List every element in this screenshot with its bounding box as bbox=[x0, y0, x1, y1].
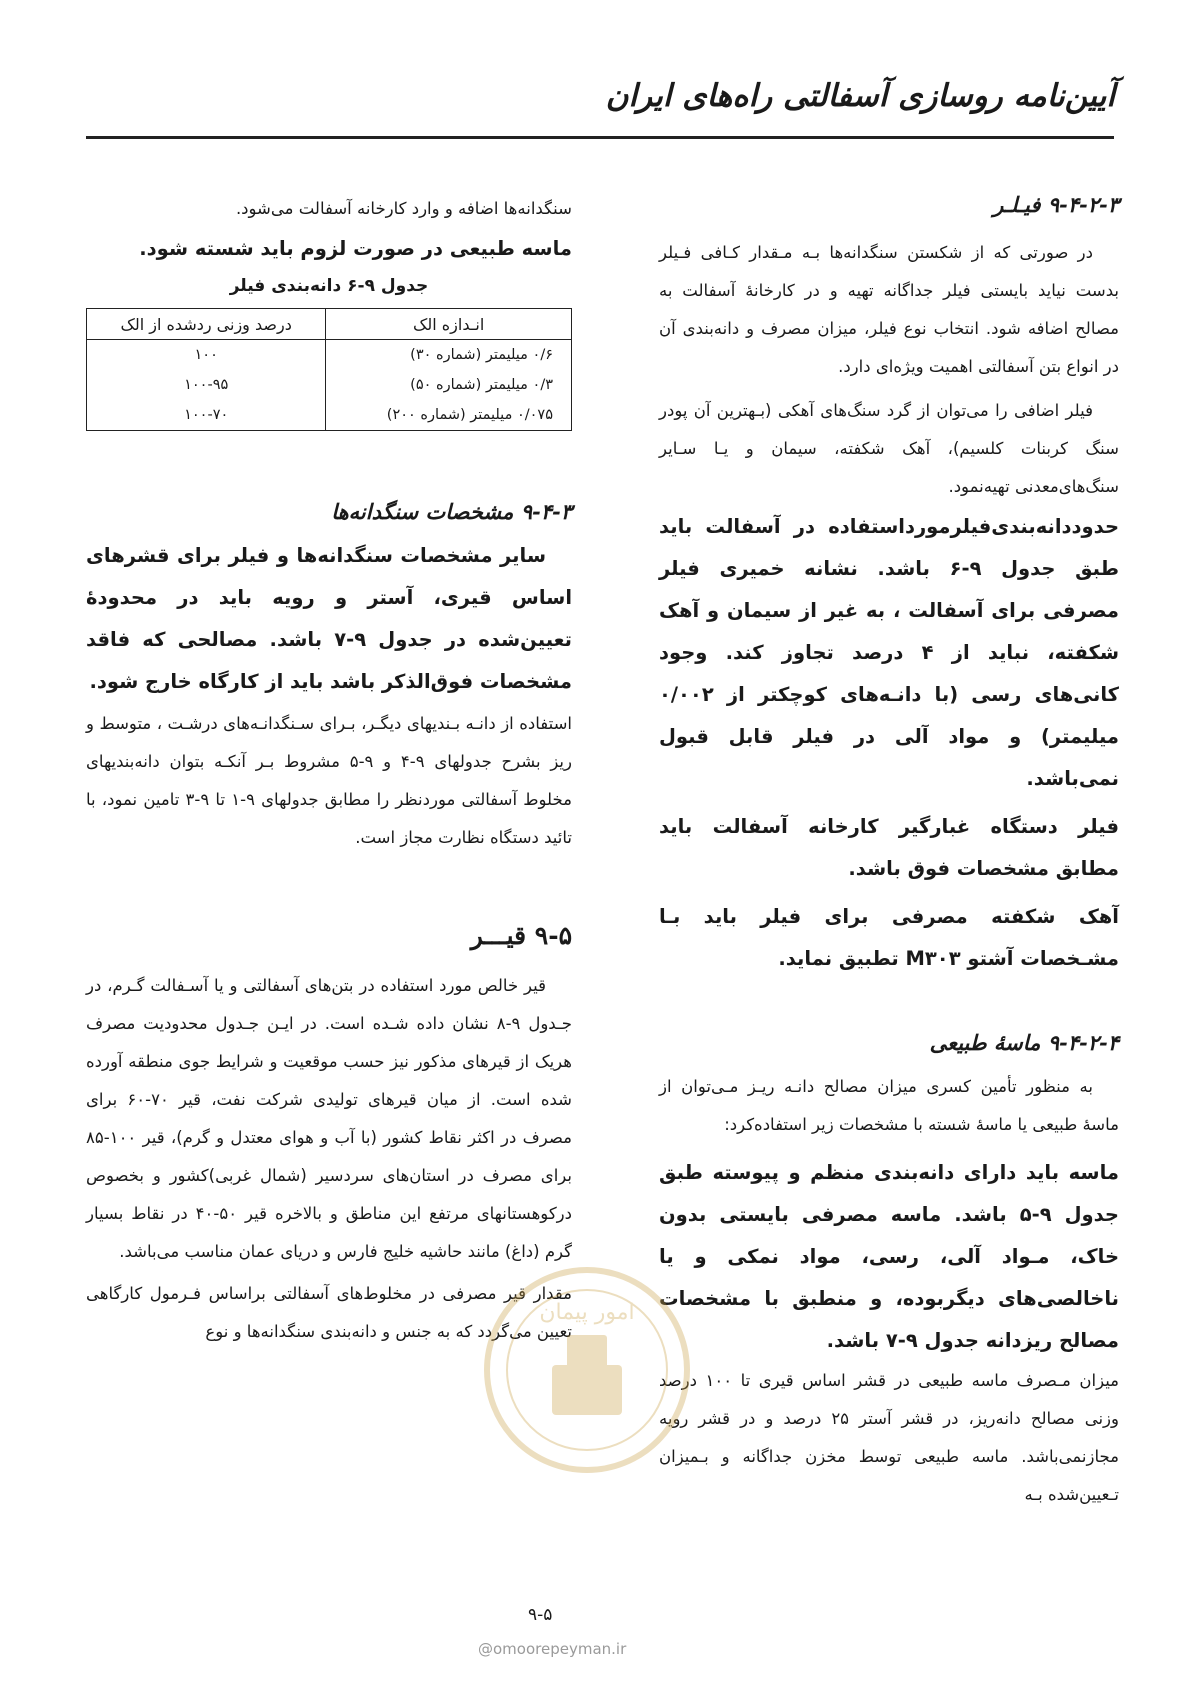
table-header-percent-passing: درصد وزنی ردشده از الک bbox=[87, 309, 326, 340]
left-column bbox=[86, 190, 572, 1351]
aggregates-paragraph-1: سایر مشخصات سنگدانه‌ها و فیلر برای قشرهای اساس قیری، آستر و رویه باید در محدودهٔ تعیین‌شده در جدول ۹-۷ باشد. مصالحی که فاقد مشخصات فوق‌الذکر باشد باید از کارگاه خارج شود. bbox=[86, 544, 572, 693]
page-number: ۹-۵ bbox=[528, 1605, 553, 1625]
bitumen-paragraph-1: قیر خالص مورد استفاده در بتن‌های آسفالتی و یا آسـفالت گـرم، در جـدول ۹-۸ نشان داده شـده است. در ایـن جـدول محدودیت مصرف هریک از قیرهای مذکور نیز حسب موقعیت و شرایط جوی منطقه آورده شده است. از میان قیرهای تولیدی شرکت نفت، قیر ۷۰-۶۰ برای مصرف در اکثر نقاط کشور (با آب و هوای معتدل و گرم)، قیر ۱۰۰-۸۵ برای مصرف در استان‌های سردسیر (شمال غربی)کشور و بخصوص درکوهستانهای مرتفع این مناطق و بالاخره قیر ۵۰-۴۰ در نقاط بسیار گرم (داغ) مانند حاشیه خلیج فارس و دریای عمان مناسب می‌باشد. bbox=[86, 976, 573, 1261]
table-header-row bbox=[87, 309, 572, 340]
table-row bbox=[87, 340, 572, 371]
right-column bbox=[659, 190, 1119, 1514]
filler-paragraph-1: در صورتی که از شکستن سنگدانه‌ها بـه مـقدار کـافی فـیلر بدست نیاید بایستی فیلر جداگانه تهیه و در کارخانهٔ آسفالت به مصالح اضافه شود. انتخاب نوع فیلر، میزان مصرف و دانه‌بندی آن در انواع بتن آسفالتی اهمیت ویژه‌ای دارد. bbox=[659, 243, 1119, 376]
table-cell-sieve: ۰/۰۷۵ میلیمتر (شماره ۲۰۰) bbox=[326, 400, 572, 431]
table-row bbox=[87, 400, 572, 431]
running-header-title: آیین‌نامه روسازی آسفالتی راه‌های ایران bbox=[605, 78, 1115, 114]
section-heading-natural-sand: ۹-۴-۲-۴ ماسهٔ طبیعی bbox=[929, 1030, 1119, 1055]
table-header-sieve-size: انـدازه الک bbox=[326, 309, 572, 340]
publisher-seal-watermark bbox=[472, 1255, 702, 1485]
table-cell-sieve: ۰/۶ میلیمتر (شماره ۳۰) bbox=[326, 340, 572, 371]
table-row bbox=[87, 370, 572, 400]
watermark-text: امور پیمان bbox=[539, 1300, 635, 1325]
table-caption: جدول ۹-۶ دانه‌بندی فیلر bbox=[229, 276, 429, 296]
filler-paragraph-4: آهک شکفته مصرفی برای فیلر باید بـا مشـخصات آشتو M۳۰۳ تطبیق نماید. bbox=[659, 905, 1119, 970]
filler-paragraph-2-bold: حدوددانه‌بندی‌فیلرمورداستفاده در آسفالت باید طبق جدول ۹-۶ باشد. نشانه خمیری فیلر مصرفی برای آسفالت ، به غیر از سیمان و آهک شکفته، نباید از ۴ درصد تجاوز کند. وجود کانی‌های رسی (با دانـه‌های کوچکتر از ۰/۰۰۲ میلیمتر) و مواد آلی در فیلر قابل قبول نمی‌باشد. bbox=[659, 515, 1119, 790]
section-heading-aggregates: ۹-۴-۳ مشخصات سنگدانه‌ها bbox=[331, 499, 572, 524]
continued-paragraph-normal: سنگدانه‌ها اضافه و وارد کارخانه آسفالت می‌شود. bbox=[235, 199, 572, 218]
table-cell-passing: ۱۰۰ bbox=[87, 340, 326, 371]
continued-paragraph-bold: ماسه طبیعی در صورت لزوم باید شسته شود. bbox=[139, 237, 572, 260]
table-cell-passing: ۱۰۰-۷۰ bbox=[87, 400, 326, 431]
table-cell-sieve: ۰/۳ میلیمتر (شماره ۵۰) bbox=[326, 370, 572, 400]
table-cell-passing: ۱۰۰-۹۵ bbox=[87, 370, 326, 400]
filler-paragraph-3: فیلر دستگاه غبارگیر کارخانه آسفالت باید مطابق مشخصات فوق باشد. bbox=[659, 815, 1119, 880]
header-divider bbox=[86, 136, 1114, 139]
filler-gradation-table bbox=[86, 308, 572, 431]
section-heading-filler: ۹-۴-۲-۳ فیـلـر bbox=[993, 192, 1119, 217]
bitumen-paragraph-2: مقدار قیر مصرفی در مخلوط‌های آسفالتی براساس فـرمول کارگاهی تعیین می‌گردد که به جنس و دانه‌بندی سنگدانه‌ها و نوع bbox=[86, 1284, 572, 1341]
filler-paragraph-2-normal: فیلر اضافی را می‌توان از گرد سنگ‌های آهکی (بـهترین آن پودر سنگ کربنات کلسیم)، آهک شکفته، سیمان و یـا سـایر سنگ‌های‌معدنی تهیه‌نمود. bbox=[659, 401, 1119, 496]
aggregates-paragraph-2: استفاده از دانـه بـندیهای دیگـر، بـرای سـنگدانـه‌های درشـت ، متوسط و ریز بشرح جدولهای ۹-۴ و ۹-۵ مشروط بـر آنکـه بتوان دانه‌بندیهای مخلوط آسفالتی موردنظر را مطابق جدولهای ۹-۱ تا ۹-۳ تامین نمود، با تائید دستگاه نظارت مجاز است. bbox=[86, 714, 572, 847]
sand-paragraph-1: به منظور تأمین کسری میزان مصالح دانـه ریـز مـی‌توان از ماسهٔ طبیعی یا ماسهٔ شسته با مشخصات زیر استفاده‌کرد: bbox=[659, 1077, 1119, 1134]
sand-paragraph-2-bold: ماسه باید دارای دانه‌بندی منظم و پیوسته طبق جدول ۹-۵ باشد. ماسه مصرفی بایستی بدون خاک، مـواد آلی، رسی، مواد نمکی و یا ناخالصی‌های دیگربوده، و منطبق با مشخصات مصالح ریزدانه جدول ۹-۷ باشد. bbox=[659, 1161, 1119, 1352]
footer-website: @omoorepeyman.ir bbox=[478, 1640, 627, 1658]
sand-paragraph-2-normal: میزان مـصرف ماسه طبیعی در قشر اساس قیری تا ۱۰۰ درصد وزنی مصالح دانه‌ریز، در قشر آستر ۲۵ درصد و در قشر رویه مجازنمی‌باشد. ماسه طبیعی توسط مخزن جداگانه و بـمیزان تـعیین‌شده بـه bbox=[659, 1371, 1120, 1504]
section-heading-bitumen: ۹-۵ قیـــر bbox=[470, 921, 572, 950]
